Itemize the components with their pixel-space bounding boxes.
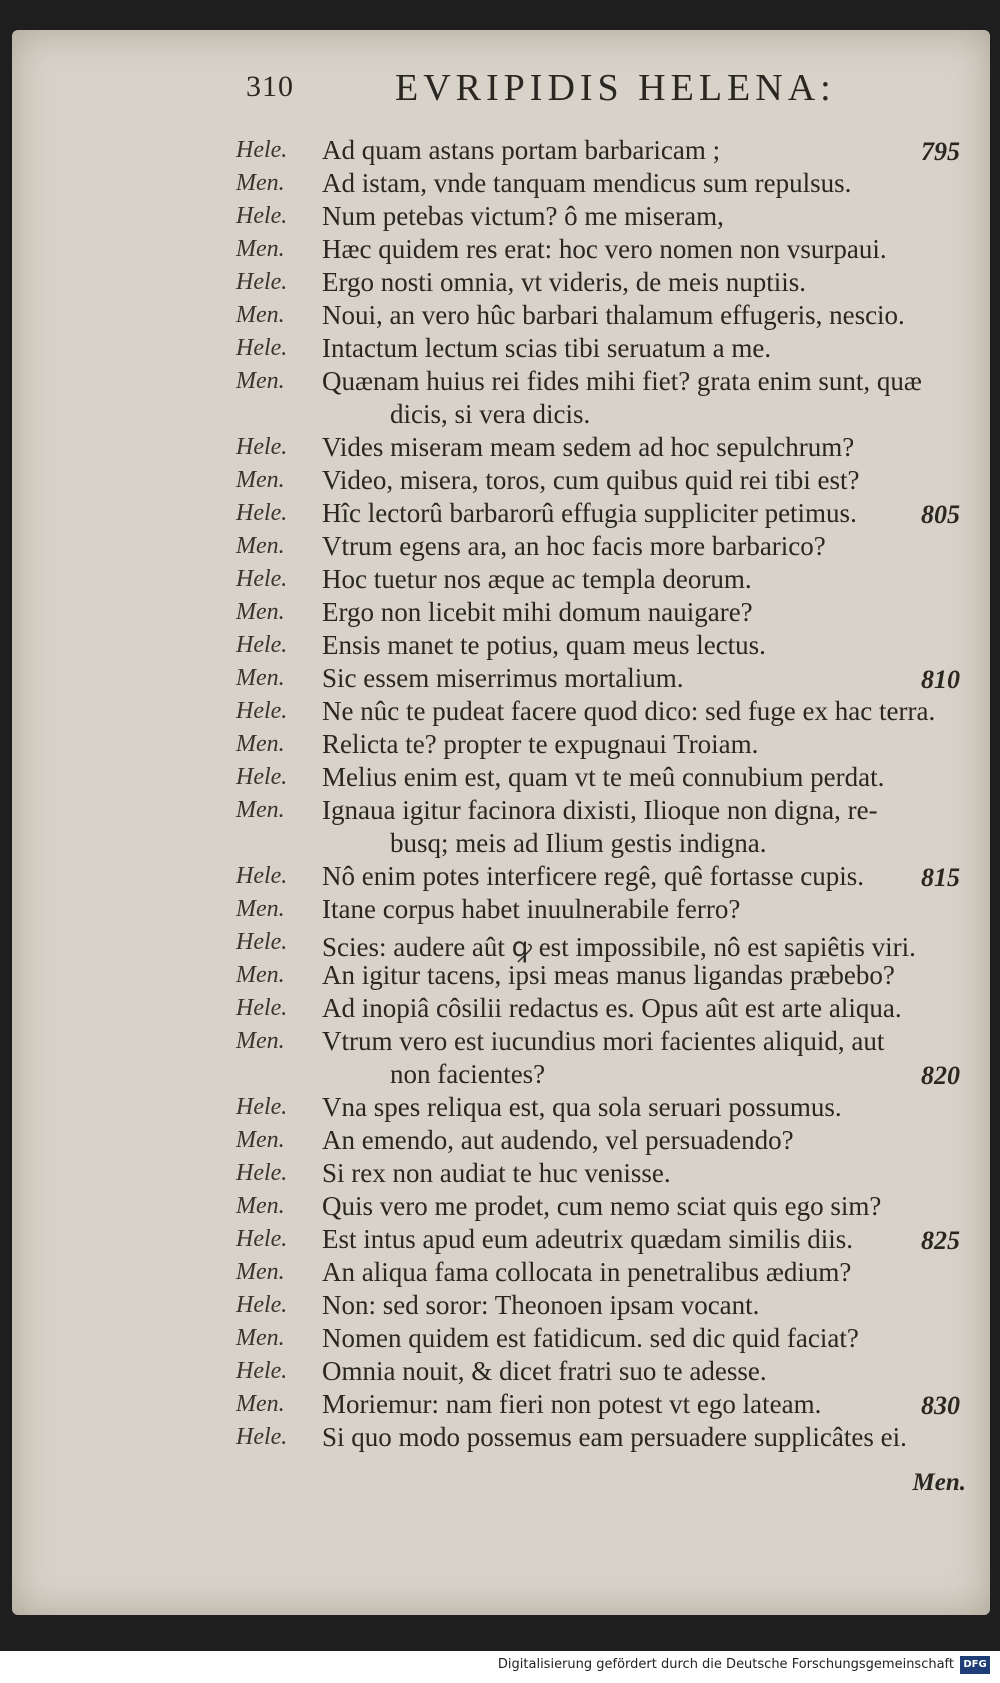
dialogue-line bbox=[0, 498, 1000, 531]
line-text: Non: sed soror: Theonoen ipsam vocant. bbox=[322, 1290, 760, 1320]
dialogue-line bbox=[0, 333, 1000, 366]
line-text: Num petebas victum? ô me miseram, bbox=[322, 201, 724, 231]
line-text: non facientes? bbox=[390, 1059, 546, 1089]
speaker-label: Hele. bbox=[236, 863, 288, 889]
line-text: Melius enim est, quam vt te meû connubium perdat. bbox=[322, 762, 885, 792]
speaker-label: Hele. bbox=[236, 203, 288, 229]
speaker-label: Hele. bbox=[236, 137, 288, 163]
speaker-label: Hele. bbox=[236, 335, 288, 361]
dialogue-line bbox=[0, 399, 1000, 432]
line-text: Omnia nouit, & dicet fratri suo te adesse. bbox=[322, 1356, 767, 1386]
speaker-label: Men. bbox=[236, 368, 285, 394]
speaker-label: Hele. bbox=[236, 764, 288, 790]
footer-credit: Digitalisierung gefördert durch die Deutsche Forschungsgemeinschaft bbox=[497, 1657, 954, 1672]
speaker-label: Men. bbox=[236, 1325, 285, 1351]
dialogue-line bbox=[0, 366, 1000, 399]
speaker-label: Hele. bbox=[236, 1094, 288, 1120]
line-text: Vtrum vero est iucundius mori facientes aliquid, aut bbox=[322, 1026, 885, 1056]
line-text: Ergo non licebit mihi domum nauigare? bbox=[322, 597, 753, 627]
dialogue-line bbox=[0, 267, 1000, 300]
dialogue-line bbox=[0, 432, 1000, 465]
dialogue-line bbox=[0, 1323, 1000, 1356]
dialogue-line bbox=[0, 1059, 1000, 1092]
speaker-label: Men. bbox=[236, 962, 285, 988]
dialogue-line bbox=[0, 927, 1000, 960]
dialogue-line bbox=[0, 861, 1000, 894]
line-text: Si quo modo possemus eam persuadere supplicâtes ei. bbox=[322, 1422, 907, 1452]
speaker-label: Men. bbox=[236, 1193, 285, 1219]
dialogue-line bbox=[0, 630, 1000, 663]
line-text: Scies: audere aût ꝙ est impossibile, nô est sapiêtis viri. bbox=[322, 932, 916, 962]
speaker-label: Men. bbox=[236, 1028, 285, 1054]
speaker-label: Hele. bbox=[236, 929, 288, 955]
line-text: Ensis manet te potius, quam meus lectus. bbox=[322, 630, 766, 660]
line-text: Est intus apud eum adeutrix quædam similis diis. bbox=[322, 1224, 853, 1254]
dialogue-line bbox=[0, 1389, 1000, 1422]
speaker-label: Men. bbox=[236, 302, 285, 328]
dialogue-line bbox=[0, 564, 1000, 597]
dialogue-line bbox=[0, 465, 1000, 498]
speaker-label: Men. bbox=[236, 665, 285, 691]
speaker-label: Hele. bbox=[236, 632, 288, 658]
line-text: Quis vero me prodet, cum nemo sciat quis ego sim? bbox=[322, 1191, 882, 1221]
line-text: Relicta te? propter te expugnaui Troiam. bbox=[322, 729, 759, 759]
page-number: 310 bbox=[246, 70, 294, 103]
speaker-label: Men. bbox=[236, 896, 285, 922]
line-text: An emendo, aut audendo, vel persuadendo? bbox=[322, 1125, 794, 1155]
line-text: Vides miseram meam sedem ad hoc sepulchrum? bbox=[322, 432, 855, 462]
speaker-label: Hele. bbox=[236, 1358, 288, 1384]
speaker-label: Men. bbox=[236, 1127, 285, 1153]
speaker-label: Men. bbox=[236, 236, 285, 262]
line-text: Ergo nosti omnia, vt videris, de meis nuptiis. bbox=[322, 267, 806, 297]
dialogue-line bbox=[0, 960, 1000, 993]
line-text: Sic essem miserrimus mortalium. bbox=[322, 663, 684, 693]
line-text: Ad quam astans portam barbaricam ; bbox=[322, 135, 721, 165]
line-text: Moriemur: nam fieri non potest vt ego lateam. bbox=[322, 1389, 822, 1419]
dialogue-line bbox=[0, 993, 1000, 1026]
dialogue-line bbox=[0, 234, 1000, 267]
line-number-marker: 830 bbox=[921, 1391, 960, 1420]
line-text: Intactum lectum scias tibi seruatum a me. bbox=[322, 333, 772, 363]
line-text: Vtrum egens ara, an hoc facis more barbarico? bbox=[322, 531, 826, 561]
dialogue-line bbox=[0, 795, 1000, 828]
line-number-marker: 815 bbox=[921, 863, 960, 892]
speaker-label: Hele. bbox=[236, 269, 288, 295]
dialogue-line bbox=[0, 597, 1000, 630]
line-text: Ad inopiâ côsilii redactus es. Opus aût est arte aliqua. bbox=[322, 993, 902, 1023]
dialogue-line bbox=[0, 663, 1000, 696]
dialogue-line bbox=[0, 300, 1000, 333]
line-text: Quænam huius rei fides mihi fiet? grata enim sunt, quæ bbox=[322, 366, 922, 396]
speaker-label: Men. bbox=[236, 533, 285, 559]
dialogue-line bbox=[0, 531, 1000, 564]
dialogue-line bbox=[0, 1125, 1000, 1158]
catchword: Men. bbox=[912, 1469, 966, 1496]
dialogue-line bbox=[0, 1356, 1000, 1389]
line-text: Itane corpus habet inuulnerabile ferro? bbox=[322, 894, 741, 924]
dialogue-line bbox=[0, 729, 1000, 762]
speaker-label: Hele. bbox=[236, 1292, 288, 1318]
speaker-label: Men. bbox=[236, 599, 285, 625]
dialogue-line bbox=[0, 894, 1000, 927]
line-text: Ne nûc te pudeat facere quod dico: sed fuge ex hac terra. bbox=[322, 696, 936, 726]
line-text: Si rex non audiat te huc venisse. bbox=[322, 1158, 671, 1188]
speaker-label: Men. bbox=[236, 731, 285, 757]
line-text: An igitur tacens, ipsi meas manus ligandas præbebo? bbox=[322, 960, 895, 990]
dialogue-line bbox=[0, 1191, 1000, 1224]
dialogue-line bbox=[0, 1026, 1000, 1059]
line-text: Video, misera, toros, cum quibus quid rei tibi est? bbox=[322, 465, 860, 495]
line-text: Hoc tuetur nos æque ac templa deorum. bbox=[322, 564, 752, 594]
line-number-marker: 810 bbox=[921, 665, 960, 694]
speaker-label: Men. bbox=[236, 1391, 285, 1417]
line-text: Ignaua igitur facinora dixisti, Ilioque non digna, re- bbox=[322, 795, 878, 825]
dialogue-line bbox=[0, 201, 1000, 234]
line-number-marker: 795 bbox=[921, 137, 960, 166]
line-text: Noui, an vero hûc barbari thalamum effugeris, nescio. bbox=[322, 300, 905, 330]
line-text: Nô enim potes interficere regê, quê fortasse cupis. bbox=[322, 861, 865, 891]
speaker-label: Men. bbox=[236, 170, 285, 196]
dialogue-line bbox=[0, 1224, 1000, 1257]
dialogue-line bbox=[0, 1158, 1000, 1191]
speaker-label: Hele. bbox=[236, 500, 288, 526]
speaker-label: Men. bbox=[236, 467, 285, 493]
speaker-label: Hele. bbox=[236, 434, 288, 460]
dialogue-line bbox=[0, 1257, 1000, 1290]
speaker-label: Hele. bbox=[236, 1160, 288, 1186]
line-text: busq; meis ad Ilium gestis indigna. bbox=[390, 828, 767, 858]
dialogue-line bbox=[0, 135, 1000, 168]
line-number-marker: 820 bbox=[921, 1061, 960, 1090]
line-number-marker: 825 bbox=[921, 1226, 960, 1255]
line-number-marker: 805 bbox=[921, 500, 960, 529]
dialogue-line bbox=[0, 696, 1000, 729]
dialogue-line bbox=[0, 762, 1000, 795]
dfg-logo-icon: DFG bbox=[960, 1656, 990, 1674]
line-text: Vna spes reliqua est, qua sola seruari possumus. bbox=[322, 1092, 842, 1122]
line-text: Hîc lectorû barbarorû effugia suppliciter petimus. bbox=[322, 498, 857, 528]
dialogue-line bbox=[0, 1422, 1000, 1455]
speaker-label: Hele. bbox=[236, 995, 288, 1021]
dialogue-line bbox=[0, 168, 1000, 201]
dialogue-text bbox=[0, 135, 1000, 1455]
line-text: dicis, si vera dicis. bbox=[390, 399, 591, 429]
speaker-label: Men. bbox=[236, 1259, 285, 1285]
running-title: EVRIPIDIS HELENA: bbox=[395, 67, 836, 109]
speaker-label: Men. bbox=[236, 797, 285, 823]
speaker-label: Hele. bbox=[236, 566, 288, 592]
line-text: Ad istam, vnde tanquam mendicus sum repulsus. bbox=[322, 168, 852, 198]
dialogue-line bbox=[0, 1092, 1000, 1125]
line-text: Hæc quidem res erat: hoc vero nomen non vsurpaui. bbox=[322, 234, 887, 264]
speaker-label: Hele. bbox=[236, 698, 288, 724]
dialogue-line bbox=[0, 1290, 1000, 1323]
footer-bar bbox=[0, 1651, 1000, 1683]
dialogue-line bbox=[0, 828, 1000, 861]
page-header bbox=[0, 62, 1000, 112]
line-text: Nomen quidem est fatidicum. sed dic quid faciat? bbox=[322, 1323, 859, 1353]
speaker-label: Hele. bbox=[236, 1424, 288, 1450]
speaker-label: Hele. bbox=[236, 1226, 288, 1252]
line-text: An aliqua fama collocata in penetralibus ædium? bbox=[322, 1257, 852, 1287]
